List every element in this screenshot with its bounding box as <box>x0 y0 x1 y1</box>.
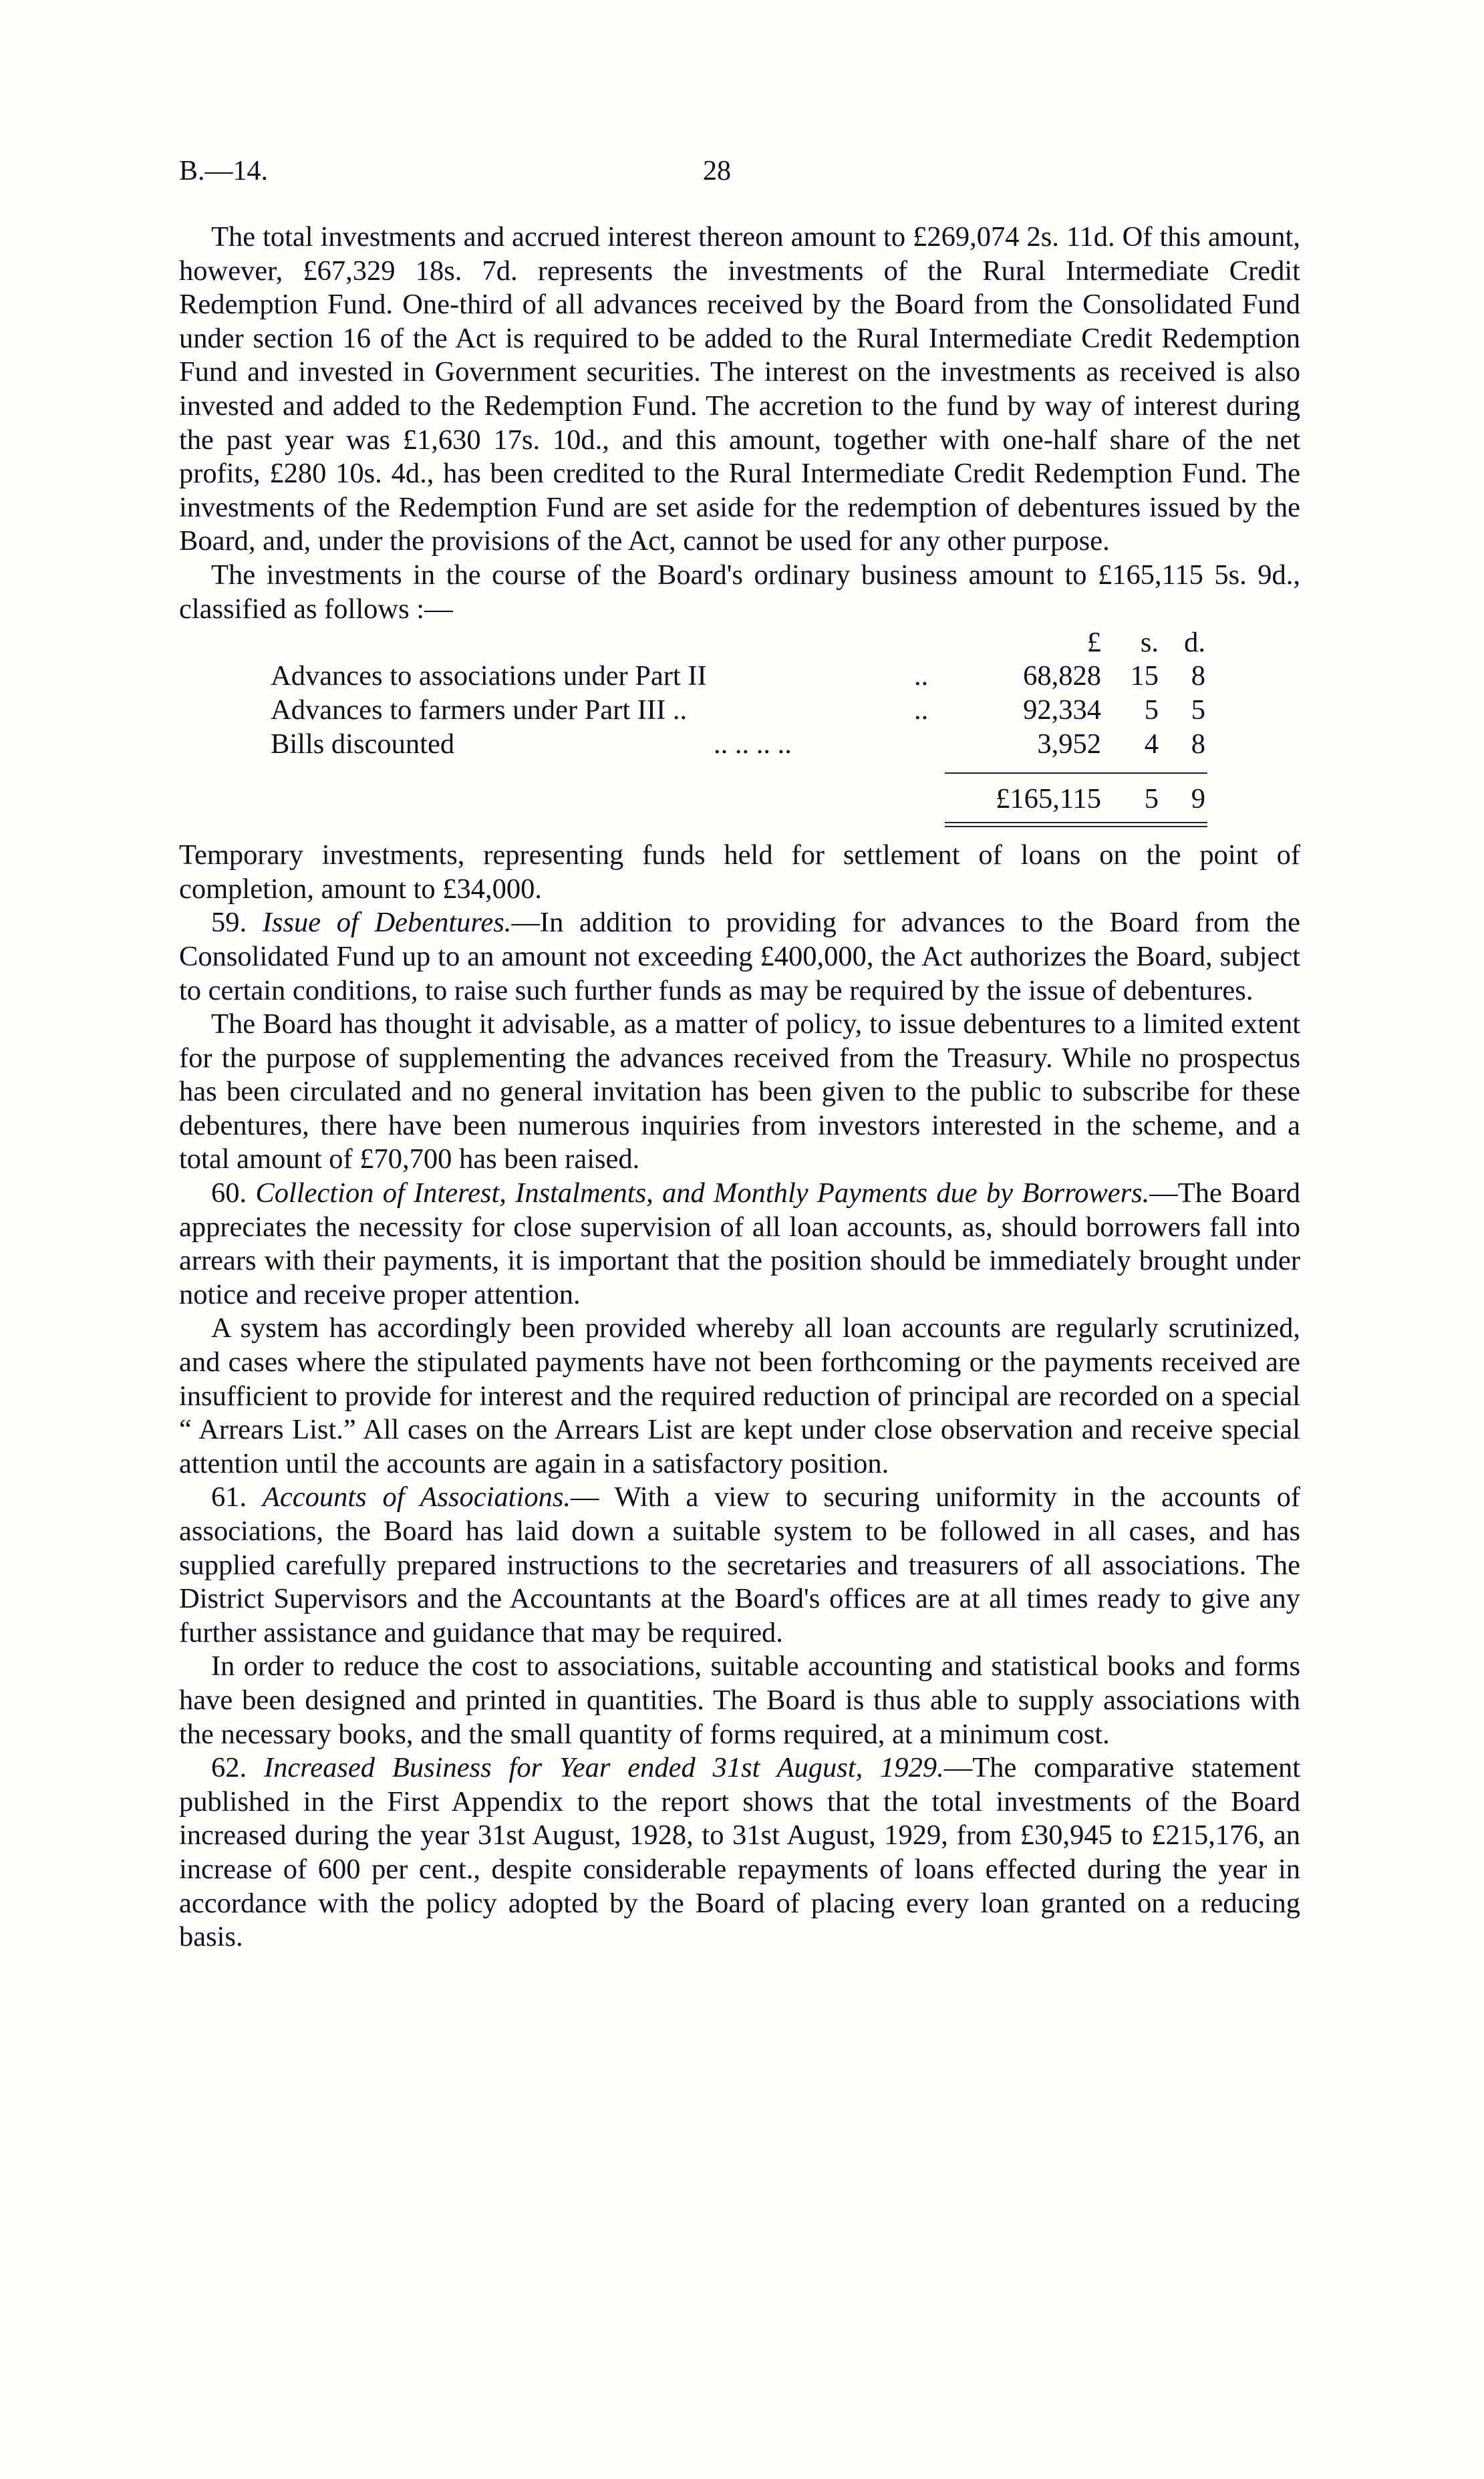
section-heading: Collection of Interest, Instalments, and Monthly Payments due by Borrowers. <box>255 1177 1150 1209</box>
section-59-paragraph-2: The Board has thought it advisable, as a matter of policy, to issue debentures to a limited extent for the purpose of supplementing the advances received from the Treasury. While no prospectus has been circulated and no general invitation has been given to the public to subscribe for these debentures, there have been numerous inquiries from investors interested in the scheme, and a total amount of £70,700 has been raised. <box>179 1008 1300 1175</box>
column-header-pence: d. <box>1184 627 1205 659</box>
row-pounds: 92,334 <box>1023 694 1101 726</box>
table-row <box>179 728 1300 761</box>
section-text: —The comparative statement published in the First Appendix to the report shows that the total investments of the Board increased during the year 31st August, 1928, to 31st August, 1929, from £30,945 to £215,176, an increase of 600 per cent., despite considerable repayments of loans effected during the year in accordance with the policy adopted by the Board of placing every loan granted on a reducing basis. <box>179 1752 1301 1953</box>
row-pence: 5 <box>1191 694 1205 726</box>
paragraph-temporary-investments: Temporary investments, representing funds held for settlement of loans on the point of completion, amount to £34,000. <box>179 839 1300 905</box>
section-heading: Issue of Debentures. <box>262 907 512 939</box>
table-row <box>179 660 1300 693</box>
row-label: Bills discounted <box>271 728 455 760</box>
total-shillings: 5 <box>1144 783 1159 815</box>
row-leader-dots: .. .. .. .. <box>714 728 792 760</box>
total-double-rule-bottom <box>945 826 1207 827</box>
table-row <box>179 694 1300 727</box>
section-number: 62. <box>211 1752 247 1784</box>
total-pence: 9 <box>1191 783 1205 815</box>
section-61 <box>179 1481 1300 1650</box>
section-number: 59. <box>211 907 247 939</box>
row-leader-dots: .. <box>914 694 929 726</box>
section-number: 60. <box>211 1177 247 1209</box>
table-total-row <box>179 782 1300 816</box>
section-60-paragraph-2: A system has accordingly been provided whereby all loan accounts are regularly scrutinized, and cases where the stipulated payments have not been forthcoming or the payments received are insufficient to provide for interest and the required reduction of principal are recorded on a special “ Arrears List.” All cases on the Arrears List are kept under close observation and receive special attention until the accounts are again in a satisfactory position. <box>179 1312 1300 1479</box>
document-body <box>179 221 1300 1954</box>
row-shillings: 5 <box>1144 694 1159 726</box>
row-shillings: 4 <box>1144 728 1159 760</box>
section-text: —The Board appreciates the necessity for close supervision of all loan accounts, as, should borrowers fall into arrears with their payments, it is important that the position should be immediately brought under notice and receive proper attention. <box>179 1177 1300 1310</box>
section-text: —In addition to providing for advances to the Board from the Consolidated Fund up to an amount not exceeding £400,000, the Act authorizes the Board, subject to certain conditions, to raise such further funds as may be required by the issue of debentures. <box>179 907 1300 1006</box>
column-header-shillings: s. <box>1140 627 1159 659</box>
investments-table <box>179 626 1300 827</box>
row-pounds: 3,952 <box>1037 728 1101 760</box>
section-61-paragraph-2: In order to reduce the cost to associations, suitable accounting and statistical books and forms have been designed and printed in quantities. The Board is thus able to supply associations with the necessary books, and the small quantity of forms required, at a minimum cost. <box>179 1650 1300 1750</box>
row-pounds: 68,828 <box>1023 660 1101 692</box>
row-pence: 8 <box>1191 660 1205 692</box>
section-heading: Increased Business for Year ended 31st August, 1929. <box>264 1752 944 1784</box>
row-label: Advances to associations under Part II <box>271 660 707 692</box>
document-reference: B.—14. <box>179 156 269 186</box>
row-pence: 8 <box>1191 728 1205 760</box>
section-59 <box>179 906 1300 1008</box>
column-header-pounds: £ <box>1086 627 1101 659</box>
paragraph-investments-total: The total investments and accrued interest thereon amount to £269,074 2s. 11d. Of this amount, however, £67,329 18s. 7d. represents the investments of the Rural Intermediate Credit Redemption Fund. One-third of all advances received by the Board from the Consolidated Fund under section 16 of the Act is required to be added to the Rural Intermediate Credit Redemption Fund and invested in Government securities. The interest on the investments as received is also invested and added to the Redemption Fund. The accretion to the fund by way of interest during the past year was £1,630 17s. 10d., and this amount, together with one-half share of the net profits, £280 10s. 4d., has been credited to the Rural Intermediate Credit Redemption Fund. The investments of the Redemption Fund are set aside for the redemption of debentures issued by the Board, and, under the provisions of the Act, cannot be used for any other purpose. <box>179 221 1300 557</box>
section-heading: Accounts of Associations. <box>262 1481 571 1513</box>
total-double-rule-top <box>945 822 1207 823</box>
total-pounds: £165,115 <box>996 783 1101 815</box>
subtotal-rule <box>945 772 1207 774</box>
section-62 <box>179 1751 1300 1954</box>
page-number: 28 <box>703 156 731 186</box>
row-leader-dots: .. <box>914 660 929 692</box>
section-60 <box>179 1177 1300 1312</box>
row-shillings: 15 <box>1130 660 1159 692</box>
paragraph-ordinary-investments: The investments in the course of the Board's ordinary business amount to £165,115 5s. 9d., classified as follows :— <box>179 559 1300 625</box>
section-text: — With a view to securing uniformity in the accounts of associations, the Board has laid down a suitable system to be followed in all cases, and has supplied carefully prepared instructions to the secretaries and treasurers of all associations. The District Supervisors and the Accountants at the Board's offices are at all times ready to give any further assistance and guidance that may be required. <box>179 1481 1300 1648</box>
row-label: Advances to farmers under Part III .. <box>271 694 688 726</box>
section-number: 61. <box>211 1481 247 1513</box>
